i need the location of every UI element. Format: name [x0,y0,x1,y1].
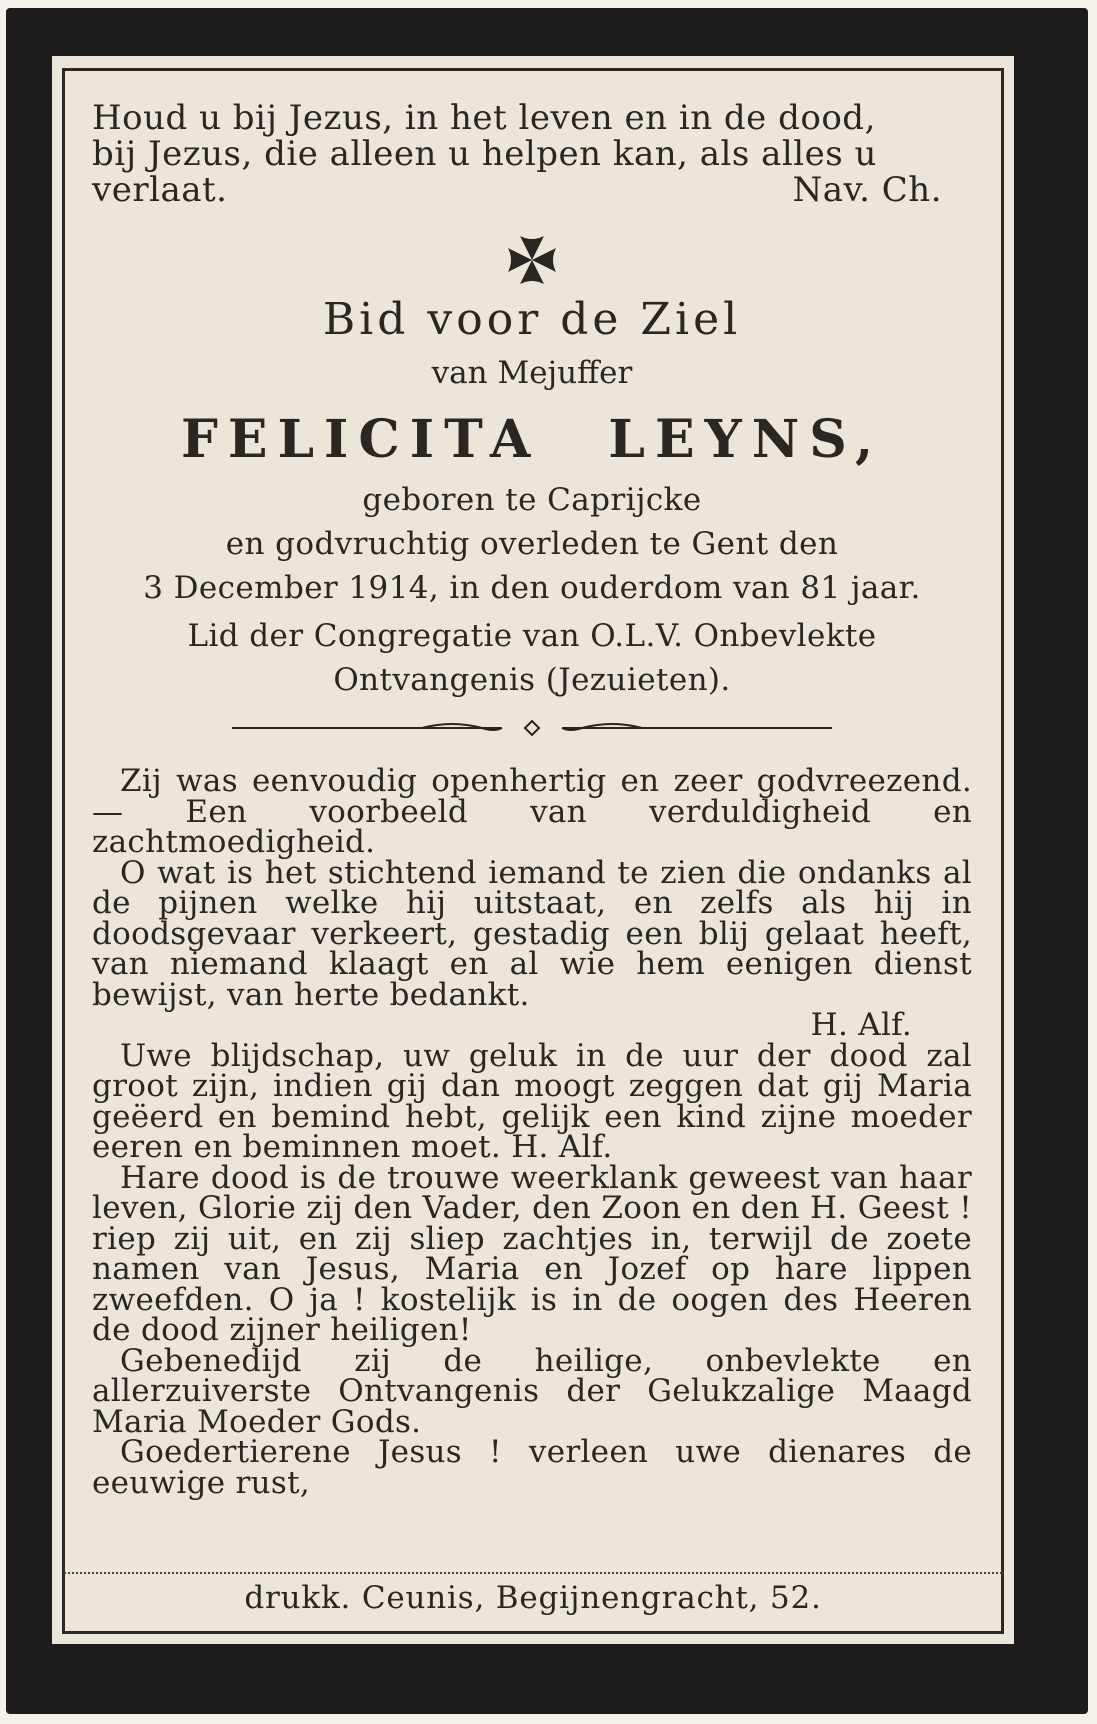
title-line: van Mejuffer [431,355,633,391]
body-paragraph-1: Zij was eenvoudig openhertig en zeer godvreezend. — Een voorbeeld van verduldigheid en zachtmoedigheid. [92,763,972,860]
quote-line-3: verlaat. [92,170,228,210]
quote-last-row [92,172,972,208]
birth-line: geboren te Caprijcke [362,482,702,518]
deceased-name: FELICITA LEYNS, [180,409,884,470]
obituary-body [92,763,972,1501]
body-paragraph-6: Goedertierene Jesus ! verleen uwe dienares de eeuwige rust, [92,1434,972,1501]
card-content [92,98,972,1501]
quote-line-2: bij Jezus, die alleen u helpen kan, als alles u [92,134,877,174]
body-paragraph-5: Gebenedijd zij de heilige, onbevlekte en allerzuiverste Ontvangenis der Gelukzalige Maagd Maria Moeder Gods. [92,1342,972,1440]
congregation-line-1: Lid der Congregatie van O.L.V. Onbevlekte [187,618,877,654]
ornament-divider-icon [92,718,972,738]
printer-separator [64,1572,1002,1574]
quote-attribution: Nav. Ch. [792,170,942,210]
heading: Bid voor de Ziel [322,294,742,345]
body-paragraph-2-signature: H. Alf. [810,1007,912,1043]
body-paragraph-4: Hare dood is de trouwe weerklank geweest van haar leven, Glorie zij den Vader, den Zoon en den H. Geest ! riep zij uit, en zij sliep zachtjes in, terwijl de zoete namen van Jesus, Maria en Jozef op hare lippen zweefden. O ja ! kostelijk is in de oogen des Heeren de dood zijner heiligen! [92,1159,972,1348]
cross-icon [92,234,972,286]
quote-line-1: Houd u bij Jezus, in het leven en in de dood, [92,98,876,138]
printer-imprint: drukk. Ceunis, Begijnengracht, 52. [244,1580,822,1616]
death-line-1: en godvruchtig overleden te Gent den [225,526,839,562]
body-paragraph-2: O wat is het stichtend iemand te zien die ondanks al de pijnen welke hij uitstaat, en zelfs als hij in doodsgevaar verkeert, gestadig een blij gelaat heeft, van niemand klaagt en al wie hem eenigen dienst bewijst, van herte bedankt. [92,854,972,1013]
death-line-2: 3 December 1914, in den ouderdom van 81 jaar. [143,570,921,606]
opening-quote [92,100,972,208]
congregation-line-2: Ontvangenis (Jezuieten). [333,662,731,698]
body-paragraph-3: Uwe blijdschap, uw geluk in de uur der dood zal groot zijn, indien gij dan moogt zeggen dat gij Maria geëerd en bemind hebt, gelijk een kind zijne moeder eeren en beminnen moet. H. Alf. [92,1037,972,1165]
